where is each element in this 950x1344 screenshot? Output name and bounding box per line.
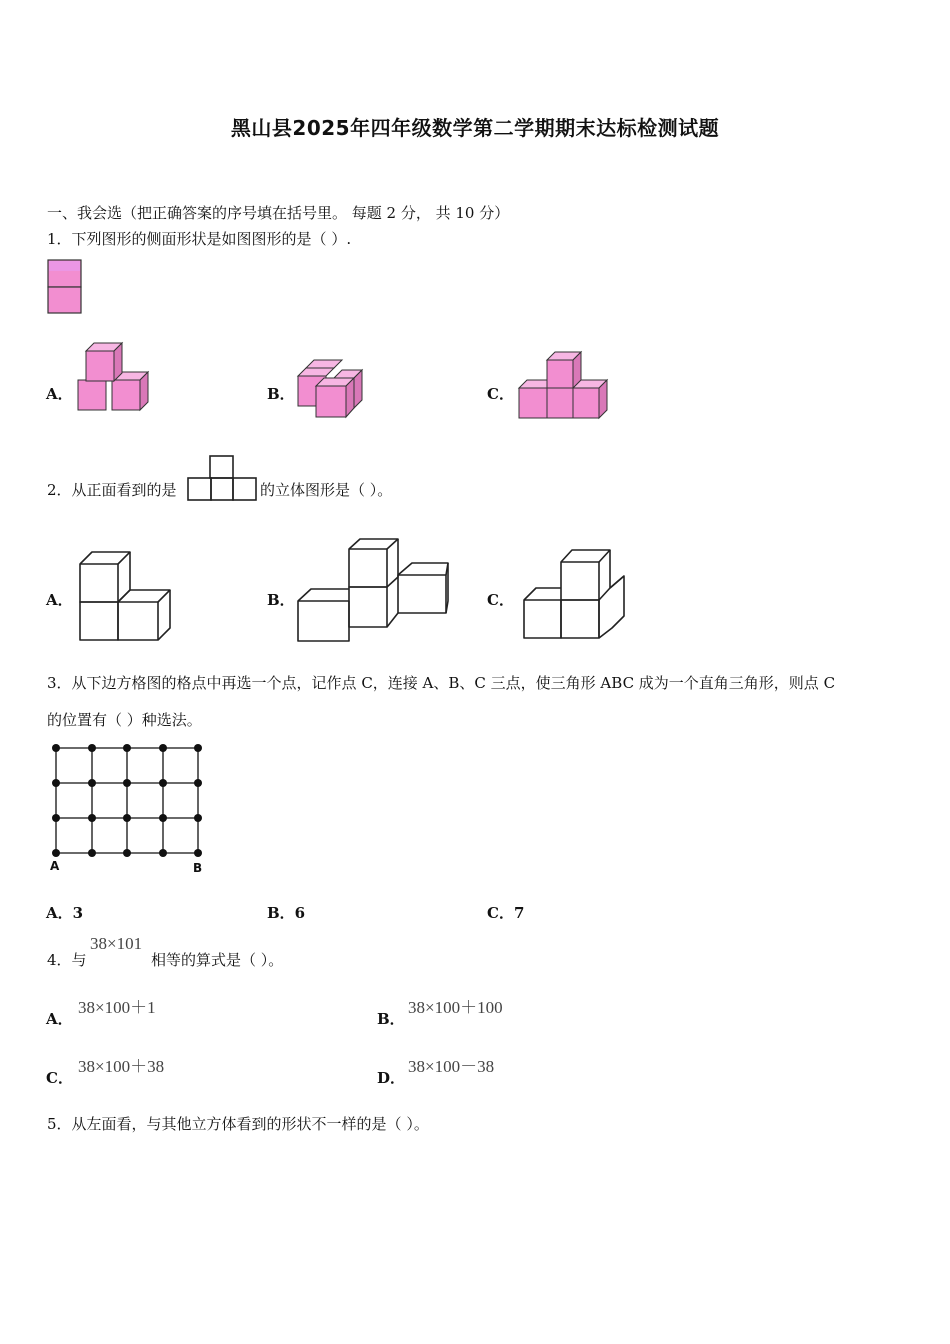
question-1-text: 1．下列图形的侧面形状是如图图形的是（ ）. <box>47 230 352 248</box>
q4-option-a-label[interactable]: A． <box>46 1010 73 1028</box>
q2-option-b-label[interactable]: B． <box>267 591 295 609</box>
q4-option-c-expr[interactable]: 38×100＋38 <box>78 1057 165 1076</box>
question-2-text-before: 2．从正面看到的是 <box>47 481 177 499</box>
question-2-text-after: 的立体图形是（ ）。 <box>260 481 393 499</box>
question-4-text-after: 相等的算式是（ ）。 <box>151 951 284 969</box>
q1-option-a-cubes[interactable] <box>76 342 156 422</box>
q3-option-b[interactable]: B．6 <box>267 904 306 922</box>
point-a-label: A <box>50 859 60 873</box>
q1-side-view-figure <box>46 258 84 316</box>
question-5-text: 5．从左面看，与其他立方体看到的形状不一样的是（ ）。 <box>47 1115 429 1133</box>
q2-option-a-label[interactable]: A． <box>46 591 73 609</box>
q4-option-a-expr[interactable]: 38×100＋1 <box>78 998 156 1017</box>
q2-front-view-figure <box>187 455 259 503</box>
point-b-label: B <box>193 861 203 875</box>
question-3-text-line2: 的位置有（ ）种选法。 <box>47 711 202 729</box>
q4-option-d-expr[interactable]: 38×100－38 <box>408 1057 495 1076</box>
q3-dot-grid <box>46 740 216 880</box>
q3-option-c[interactable]: C．7 <box>487 904 525 922</box>
q1-option-b-label[interactable]: B． <box>267 385 295 403</box>
q2-option-a-cubes[interactable] <box>76 548 176 644</box>
q1-option-b-cubes[interactable] <box>296 360 366 422</box>
section-heading: 一、我会选（把正确答案的序号填在括号里。 每题 2 分， 共 10 分） <box>47 204 510 222</box>
question-4-expression: 38×101 <box>90 934 143 953</box>
q1-option-c-cubes[interactable] <box>517 351 613 421</box>
q4-option-c-label[interactable]: C． <box>46 1069 73 1087</box>
page-title: 黑山县2025年四年级数学第二学期期末达标检测试题 <box>230 116 720 140</box>
q2-option-c-label[interactable]: C． <box>487 591 514 609</box>
q1-option-a-label[interactable]: A． <box>46 385 73 403</box>
q4-option-b-expr[interactable]: 38×100＋100 <box>408 998 503 1017</box>
q2-option-c-cubes[interactable] <box>520 546 630 644</box>
q3-option-a[interactable]: A．3 <box>46 904 84 922</box>
q4-option-b-label[interactable]: B． <box>377 1010 405 1028</box>
question-4-text-before: 4．与 <box>47 951 87 969</box>
q2-option-b-cubes[interactable] <box>294 537 454 645</box>
q1-option-c-label[interactable]: C． <box>487 385 514 403</box>
question-3-text-line1: 3．从下边方格图的格点中再选一个点，记作点 C，连接 A、B、C 三点，使三角形 ABC 成为一个直角三角形，则点 C <box>47 674 836 692</box>
q4-option-d-label[interactable]: D． <box>377 1069 406 1087</box>
